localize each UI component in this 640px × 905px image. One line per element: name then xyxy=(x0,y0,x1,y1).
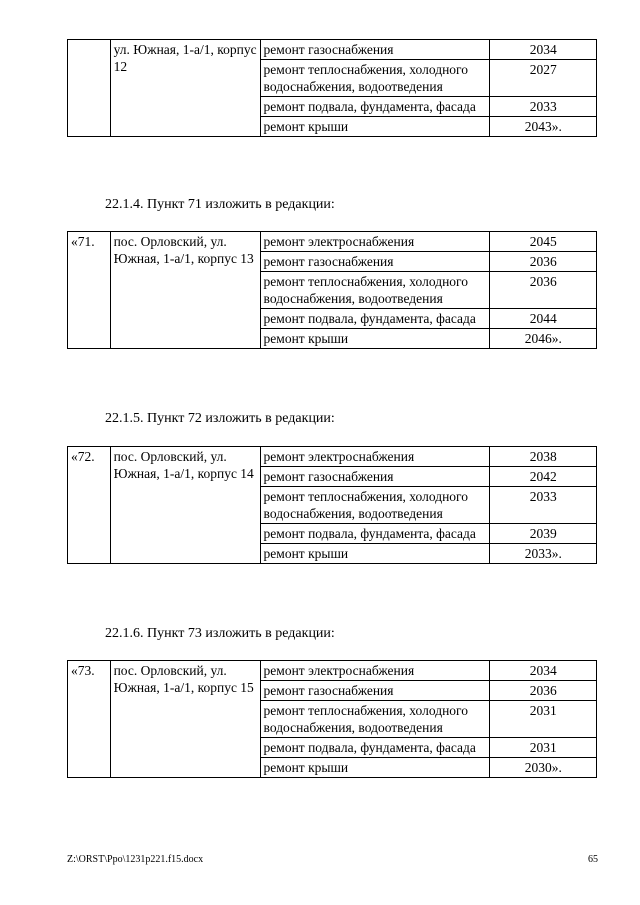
work-cell: ремонт крыши xyxy=(260,758,489,778)
table-row xyxy=(68,232,597,252)
year-cell: 2044 xyxy=(489,309,596,329)
work-cell: ремонт крыши xyxy=(260,544,489,564)
table-row xyxy=(68,447,597,467)
year-cell: 2036 xyxy=(489,681,596,701)
year-cell: 2042 xyxy=(489,467,596,487)
footer-file-path: Z:\ORST\Ppo\1231p221.f15.docx xyxy=(67,854,204,865)
work-cell: ремонт крыши xyxy=(260,329,489,349)
work-cell: ремонт газоснабжения xyxy=(260,681,489,701)
table-item-71 xyxy=(67,231,597,349)
year-cell: 2046». xyxy=(489,329,596,349)
page-number: 65 xyxy=(588,854,598,865)
year-cell: 2034 xyxy=(489,40,596,60)
work-cell: ремонт газоснабжения xyxy=(260,252,489,272)
address-cell: пос. Орловский, ул. Южная, 1-а/1, корпус 15 xyxy=(110,661,260,778)
year-cell: 2034 xyxy=(489,661,596,681)
item-number-cell: «71. xyxy=(68,232,111,349)
work-cell: ремонт электроснабжения xyxy=(260,447,489,467)
work-cell: ремонт теплоснабжения, холодного водоснабжения, водоотведения xyxy=(260,487,489,524)
address-cell: пос. Орловский, ул. Южная, 1-а/1, корпус 14 xyxy=(110,447,260,564)
section-heading: 22.1.6. Пункт 73 изложить в редакции: xyxy=(105,626,335,641)
work-cell: ремонт теплоснабжения, холодного водоснабжения, водоотведения xyxy=(260,701,489,738)
work-cell: ремонт электроснабжения xyxy=(260,232,489,252)
year-cell: 2033 xyxy=(489,487,596,524)
section-heading: 22.1.5. Пункт 72 изложить в редакции: xyxy=(105,411,335,426)
work-cell: ремонт подвала, фундамента, фасада xyxy=(260,309,489,329)
table-row xyxy=(68,40,597,60)
year-cell: 2033». xyxy=(489,544,596,564)
year-cell: 2030». xyxy=(489,758,596,778)
work-cell: ремонт теплоснабжения, холодного водоснабжения, водоотведения xyxy=(260,60,489,97)
work-cell: ремонт крыши xyxy=(260,117,489,137)
year-cell: 2036 xyxy=(489,252,596,272)
work-cell: ремонт подвала, фундамента, фасада xyxy=(260,738,489,758)
year-cell: 2038 xyxy=(489,447,596,467)
work-cell: ремонт подвала, фундамента, фасада xyxy=(260,524,489,544)
item-number-cell: «73. xyxy=(68,661,111,778)
work-cell: ремонт газоснабжения xyxy=(260,467,489,487)
year-cell: 2031 xyxy=(489,701,596,738)
year-cell: 2039 xyxy=(489,524,596,544)
work-cell: ремонт электроснабжения xyxy=(260,661,489,681)
item-number-cell: «72. xyxy=(68,447,111,564)
work-cell: ремонт подвала, фундамента, фасада xyxy=(260,97,489,117)
table-row xyxy=(68,661,597,681)
table-item-70 xyxy=(67,39,597,137)
work-cell: ремонт газоснабжения xyxy=(260,40,489,60)
year-cell: 2043». xyxy=(489,117,596,137)
address-cell: пос. Орловский, ул. Южная, 1-а/1, корпус 13 xyxy=(110,232,260,349)
year-cell: 2031 xyxy=(489,738,596,758)
section-heading: 22.1.4. Пункт 71 изложить в редакции: xyxy=(105,197,335,212)
year-cell: 2045 xyxy=(489,232,596,252)
address-cell: ул. Южная, 1-а/1, корпус 12 xyxy=(110,40,260,137)
item-number-cell xyxy=(68,40,111,137)
table-item-72 xyxy=(67,446,597,564)
year-cell: 2027 xyxy=(489,60,596,97)
work-cell: ремонт теплоснабжения, холодного водоснабжения, водоотведения xyxy=(260,272,489,309)
year-cell: 2033 xyxy=(489,97,596,117)
table-item-73 xyxy=(67,660,597,778)
year-cell: 2036 xyxy=(489,272,596,309)
